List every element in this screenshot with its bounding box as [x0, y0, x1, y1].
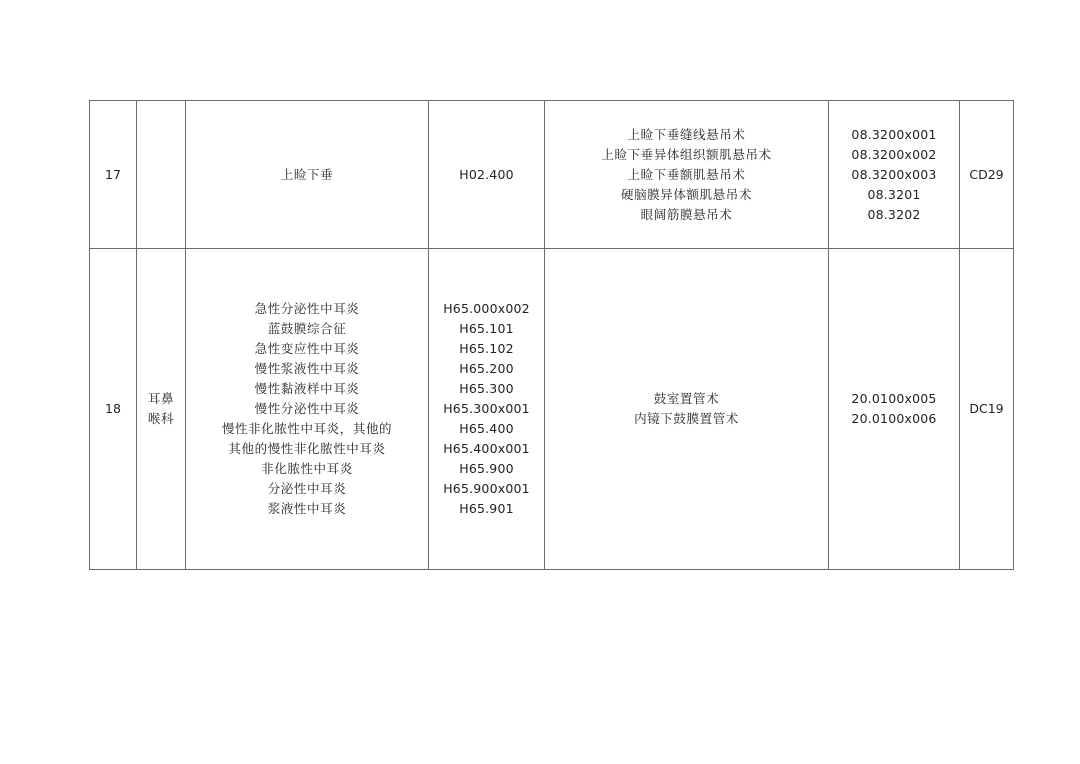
diagnosis-code: H65.400x001	[443, 441, 530, 456]
procedure-code: 08.3200x003	[851, 166, 937, 182]
procedure-code: 08.3202	[867, 206, 921, 222]
procedure-name: 硬脑膜异体额肌悬吊术	[620, 186, 752, 202]
diagnosis-name: 浆液性中耳炎	[267, 501, 347, 516]
row-department	[137, 101, 186, 249]
diagnosis-code: H65.300x001	[443, 401, 530, 416]
diagnosis-code: H65.000x002	[443, 301, 530, 316]
diagnosis-name: 急性分泌性中耳炎	[254, 301, 360, 316]
row-procedure-codes	[829, 101, 960, 249]
diagnosis-name: 非化脓性中耳炎	[261, 461, 353, 476]
procedure-code: 08.3201	[867, 186, 921, 202]
diagnosis-name: 分泌性中耳炎	[267, 481, 347, 496]
diagnosis-code: H02.400	[459, 166, 514, 182]
diagnosis-name: 慢性浆液性中耳炎	[254, 361, 360, 376]
procedure-name: 上睑下垂额肌悬吊术	[627, 166, 746, 182]
row-diagnoses	[186, 101, 429, 249]
row-procedures	[545, 249, 829, 570]
procedure-code: 20.0100x006	[851, 411, 937, 426]
diagnosis-code: H65.102	[459, 341, 514, 356]
row-seq: 17	[90, 101, 137, 249]
diagnosis-name: 慢性黏液样中耳炎	[254, 381, 360, 396]
row-diagnoses	[186, 249, 429, 570]
table-row	[90, 101, 1014, 249]
department-line: 喉科	[147, 411, 175, 426]
diagnosis-name: 其他的慢性非化脓性中耳炎	[228, 441, 386, 456]
row-seq: 18	[90, 249, 137, 570]
procedure-code: 08.3200x002	[851, 146, 937, 162]
row-group-code: CD29	[960, 101, 1014, 249]
table-row	[90, 249, 1014, 570]
diagnosis-code: H65.901	[459, 501, 514, 516]
row-group-code: DC19	[960, 249, 1014, 570]
department-line: 耳鼻	[147, 391, 175, 406]
diagnosis-name: 慢性分泌性中耳炎	[254, 401, 360, 416]
procedure-name: 内镜下鼓膜置管术	[634, 411, 739, 426]
row-diagnosis-codes	[429, 101, 545, 249]
procedure-name: 眼阔筋膜悬吊术	[640, 206, 733, 222]
diagnosis-name: 上睑下垂	[280, 166, 334, 182]
diagnosis-code: H65.300	[459, 381, 514, 396]
diagnosis-code: H65.200	[459, 361, 514, 376]
row-diagnosis-codes	[429, 249, 545, 570]
disease-procedure-table	[89, 100, 1014, 570]
procedure-name: 上睑下垂异体组织额肌悬吊术	[601, 146, 772, 162]
procedure-code: 08.3200x001	[851, 126, 937, 142]
row-procedure-codes	[829, 249, 960, 570]
diagnosis-code: H65.101	[459, 321, 514, 336]
procedure-code: 20.0100x005	[851, 391, 937, 406]
procedure-name: 上睑下垂缝线悬吊术	[627, 126, 746, 142]
diagnosis-name: 急性变应性中耳炎	[254, 341, 360, 356]
diagnosis-name: 慢性非化脓性中耳炎，其他的	[221, 421, 393, 436]
row-procedures	[545, 101, 829, 249]
diagnosis-code: H65.900x001	[443, 481, 530, 496]
diagnosis-code: H65.900	[459, 461, 514, 476]
diagnosis-code: H65.400	[459, 421, 514, 436]
diagnosis-name: 蓝鼓膜综合征	[267, 321, 347, 336]
procedure-name: 鼓室置管术	[653, 391, 720, 406]
row-department	[137, 249, 186, 570]
